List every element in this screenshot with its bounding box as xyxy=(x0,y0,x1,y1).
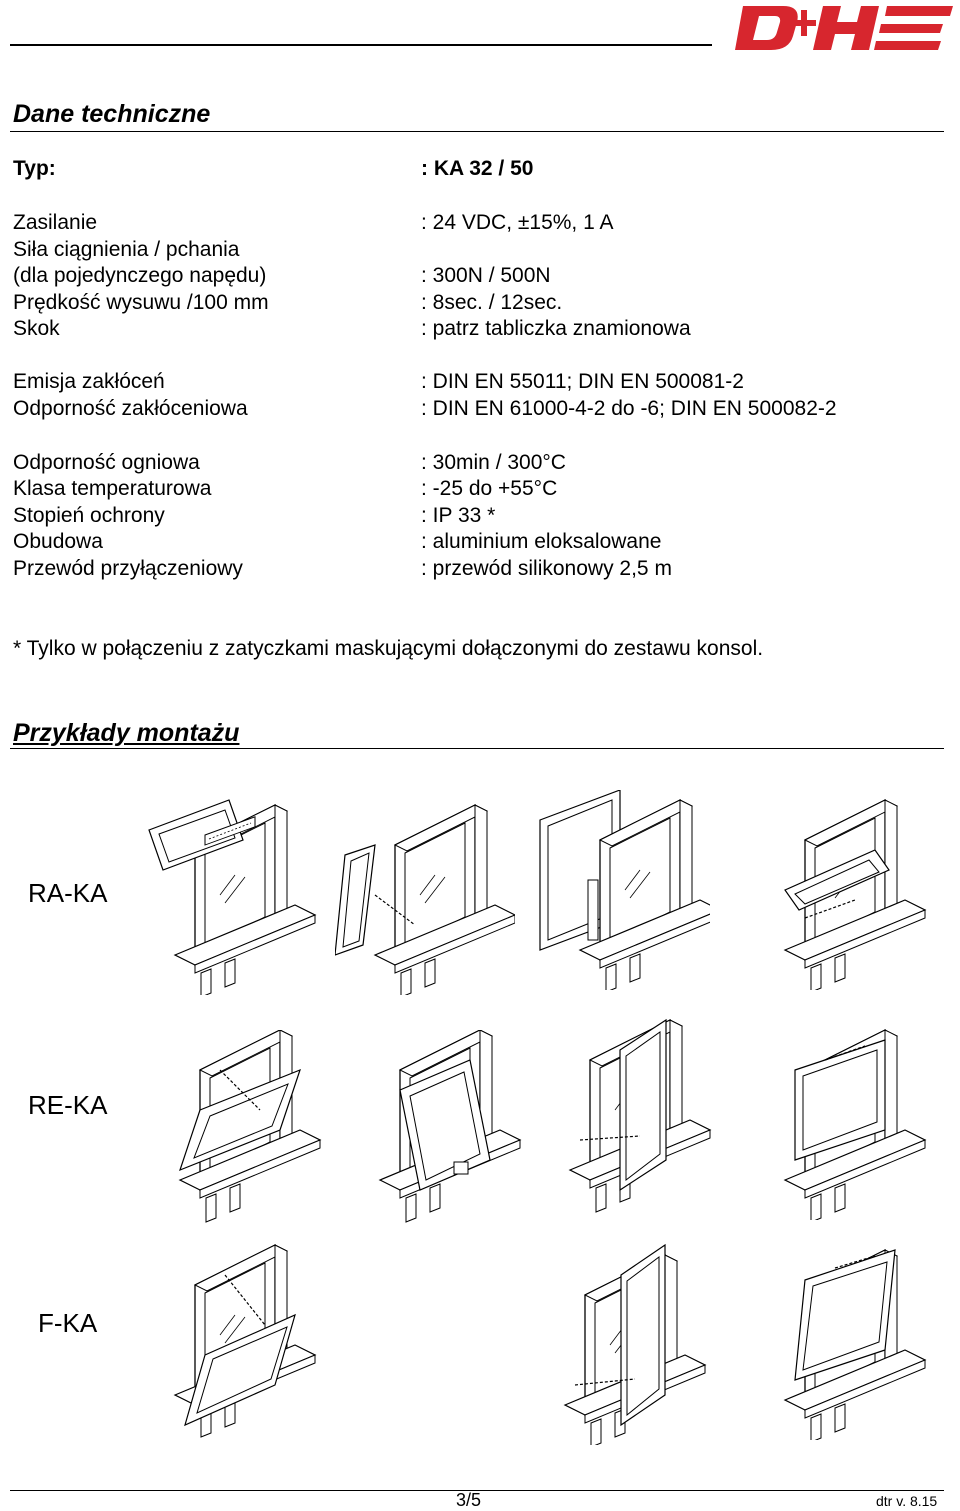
spec-label: Przewód przyłączeniowy xyxy=(13,557,243,580)
spec-label: (dla pojedynczego napędu) xyxy=(13,264,267,287)
type-label: Typ: xyxy=(13,157,56,180)
spec-value: : DIN EN 61000-4-2 do -6; DIN EN 500082-2 xyxy=(421,397,837,420)
spec-label: Skok xyxy=(13,317,60,340)
document-version: dtr v. 8.15 xyxy=(876,1493,938,1509)
spec-value: : -25 do +55°C xyxy=(421,477,558,500)
logo-text: D+HE xyxy=(735,0,738,1)
spec-label: Siła ciągnienia / pchania xyxy=(13,238,240,261)
spec-label: Obudowa xyxy=(13,530,103,553)
spec-label: Klasa temperaturowa xyxy=(13,477,212,500)
mount-row-label: RA-KA xyxy=(28,878,108,908)
spec-value: : przewód silikonowy 2,5 m xyxy=(421,557,672,580)
spec-label: Odporność zakłóceniowa xyxy=(13,397,248,420)
section-title-mounting: Przykłady montażu xyxy=(13,719,240,747)
spec-value: : DIN EN 55011; DIN EN 500081-2 xyxy=(421,370,744,393)
spec-value: : 8sec. / 12sec. xyxy=(421,291,563,314)
spec-label: Zasilanie xyxy=(13,211,98,234)
mount-row-label: RE-KA xyxy=(28,1090,108,1120)
mounting-illustration-f-ka-2 xyxy=(555,1235,735,1445)
mount-row-label: F-KA xyxy=(38,1308,98,1338)
mounting-illustration-re-ka-4 xyxy=(765,1020,945,1220)
page-number: 3/5 xyxy=(456,1490,482,1510)
mounting-illustration-ra-ka-1 xyxy=(145,795,325,995)
spec-value: : 24 VDC, ±15%, 1 A xyxy=(421,211,614,234)
spec-value: : 30min / 300°C xyxy=(421,451,566,474)
mounting-illustration-ra-ka-4 xyxy=(765,790,945,990)
section-rule-mounting xyxy=(10,748,944,749)
spec-value: : 300N / 500N xyxy=(421,264,551,287)
spec-label: Stopień ochrony xyxy=(13,504,165,527)
mounting-illustration-re-ka-1 xyxy=(160,1030,340,1230)
spec-value: : aluminium eloksalowane xyxy=(421,530,662,553)
mounting-illustration-ra-ka-3 xyxy=(530,790,710,990)
spec-value: : IP 33 * xyxy=(421,504,496,527)
type-value: : KA 32 / 50 xyxy=(421,157,534,180)
mounting-illustration-ra-ka-2 xyxy=(335,795,515,995)
footnote: * Tylko w połączeniu z zatyczkami maskującymi dołączonymi do zestawu konsol. xyxy=(13,637,764,660)
mounting-illustration-re-ka-2 xyxy=(350,1030,530,1230)
section-rule-tech xyxy=(10,131,944,132)
spec-label: Emisja zakłóceń xyxy=(13,370,165,393)
header-rule xyxy=(10,44,712,46)
spec-value: : patrz tabliczka znamionowa xyxy=(421,317,691,340)
mounting-illustration-f-ka-3 xyxy=(765,1240,945,1440)
mounting-illustration-f-ka-1 xyxy=(155,1235,335,1445)
mounting-illustration-re-ka-3 xyxy=(560,1010,740,1220)
section-title-tech: Dane techniczne xyxy=(13,100,211,128)
spec-label: Odporność ogniowa xyxy=(13,451,200,474)
brand-logo xyxy=(735,0,957,54)
spec-label: Prędkość wysuwu /100 mm xyxy=(13,291,269,314)
